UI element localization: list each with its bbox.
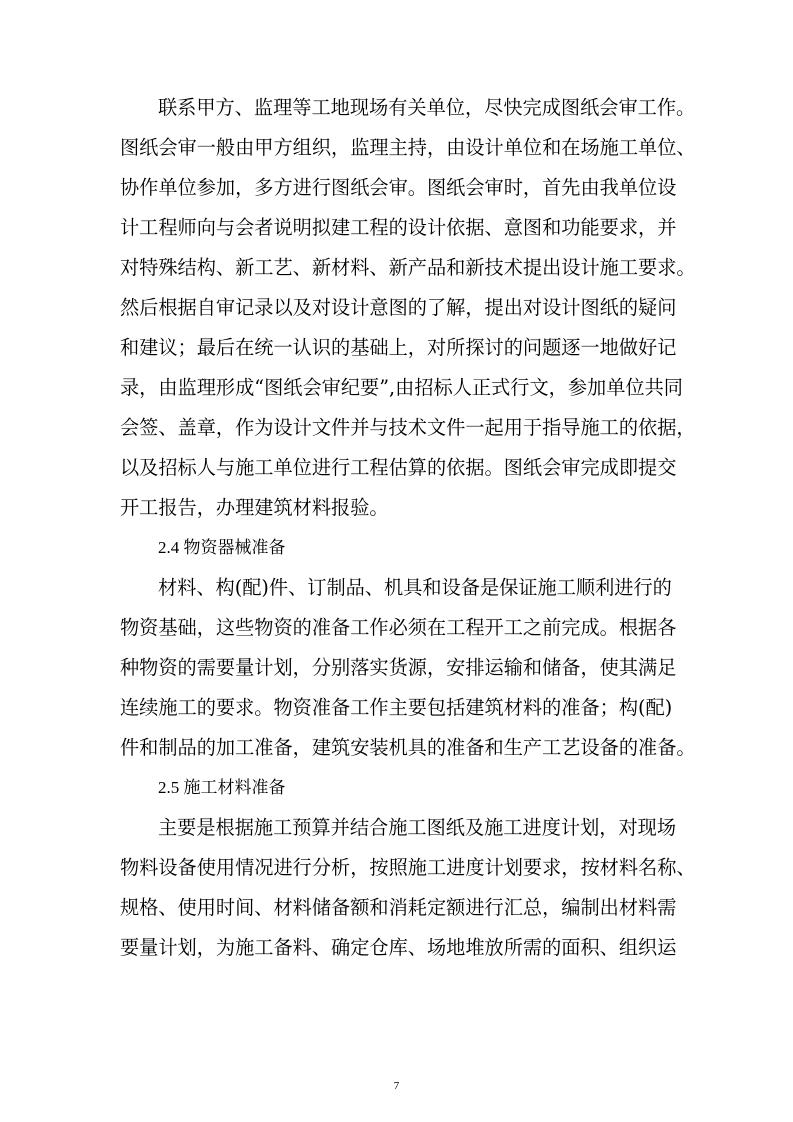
paragraph-line: 会签、盖章，作为设计文件并与技术文件一起用于指导施工的依据， (120, 416, 696, 439)
paragraph-line: 种物资的需要量计划，分别落实货源，安排运输和储备，使其满足 (120, 656, 677, 679)
page-number: 7 (393, 1080, 400, 1092)
paragraph-line: 和建议；最后在统一认识的基础上，对所探讨的问题逐一地做好记 (120, 336, 677, 359)
paragraph-line: 协作单位参加，多方进行图纸会审。图纸会审时，首先由我单位设 (120, 176, 677, 199)
paragraph-line: 连续施工的要求。物资准备工作主要包括建筑材料的准备；构(配) (120, 696, 673, 719)
paragraph-line: 以及招标人与施工单位进行工程估算的依据。图纸会审完成即提交 (120, 456, 677, 479)
paragraph-line: 开工报告，办理建筑材料报验。 (120, 496, 389, 519)
paragraph-line: 件和制品的加工准备，建筑安装机具的准备和生产工艺设备的准备。 (120, 736, 696, 759)
paragraph-line: 物料设备使用情况进行分析，按照施工进度计划要求，按材料名称、 (120, 856, 696, 879)
section-heading-2-5: 2.5 施工材料准备 (158, 778, 286, 797)
paragraph-line: 图纸会审一般由甲方组织，监理主持，由设计单位和在场施工单位、 (120, 136, 696, 159)
section-heading-2-4: 2.4 物资器械准备 (158, 538, 286, 557)
paragraph-line: 然后根据自审记录以及对设计意图的了解，提出对设计图纸的疑问 (120, 296, 677, 319)
paragraph-line: 材料、构(配)件、订制品、机具和设备是保证施工顺利进行的 (158, 576, 672, 599)
paragraph-line: 对特殊结构、新工艺、新材料、新产品和新技术提出设计施工要求。 (120, 256, 696, 279)
paragraph-line: 联系甲方、监理等工地现场有关单位，尽快完成图纸会审工作。 (158, 96, 696, 119)
paragraph-line: 要量计划，为施工备料、确定仓库、场地堆放所需的面积、组织运 (120, 936, 677, 959)
paragraph-line: 规格、使用时间、材料储备额和消耗定额进行汇总，编制出材料需 (120, 896, 677, 919)
paragraph-line: 录，由监理形成“图纸会审纪要”,由招标人正式行文，参加单位共同 (120, 376, 683, 399)
paragraph-line: 计工程师向与会者说明拟建工程的设计依据、意图和功能要求，并 (120, 216, 677, 239)
body-text (120, 88, 696, 968)
paragraph-line: 主要是根据施工预算并结合施工图纸及施工进度计划，对现场 (158, 816, 677, 839)
paragraph-line: 物资基础，这些物资的准备工作必须在工程开工之前完成。根据各 (120, 616, 677, 639)
